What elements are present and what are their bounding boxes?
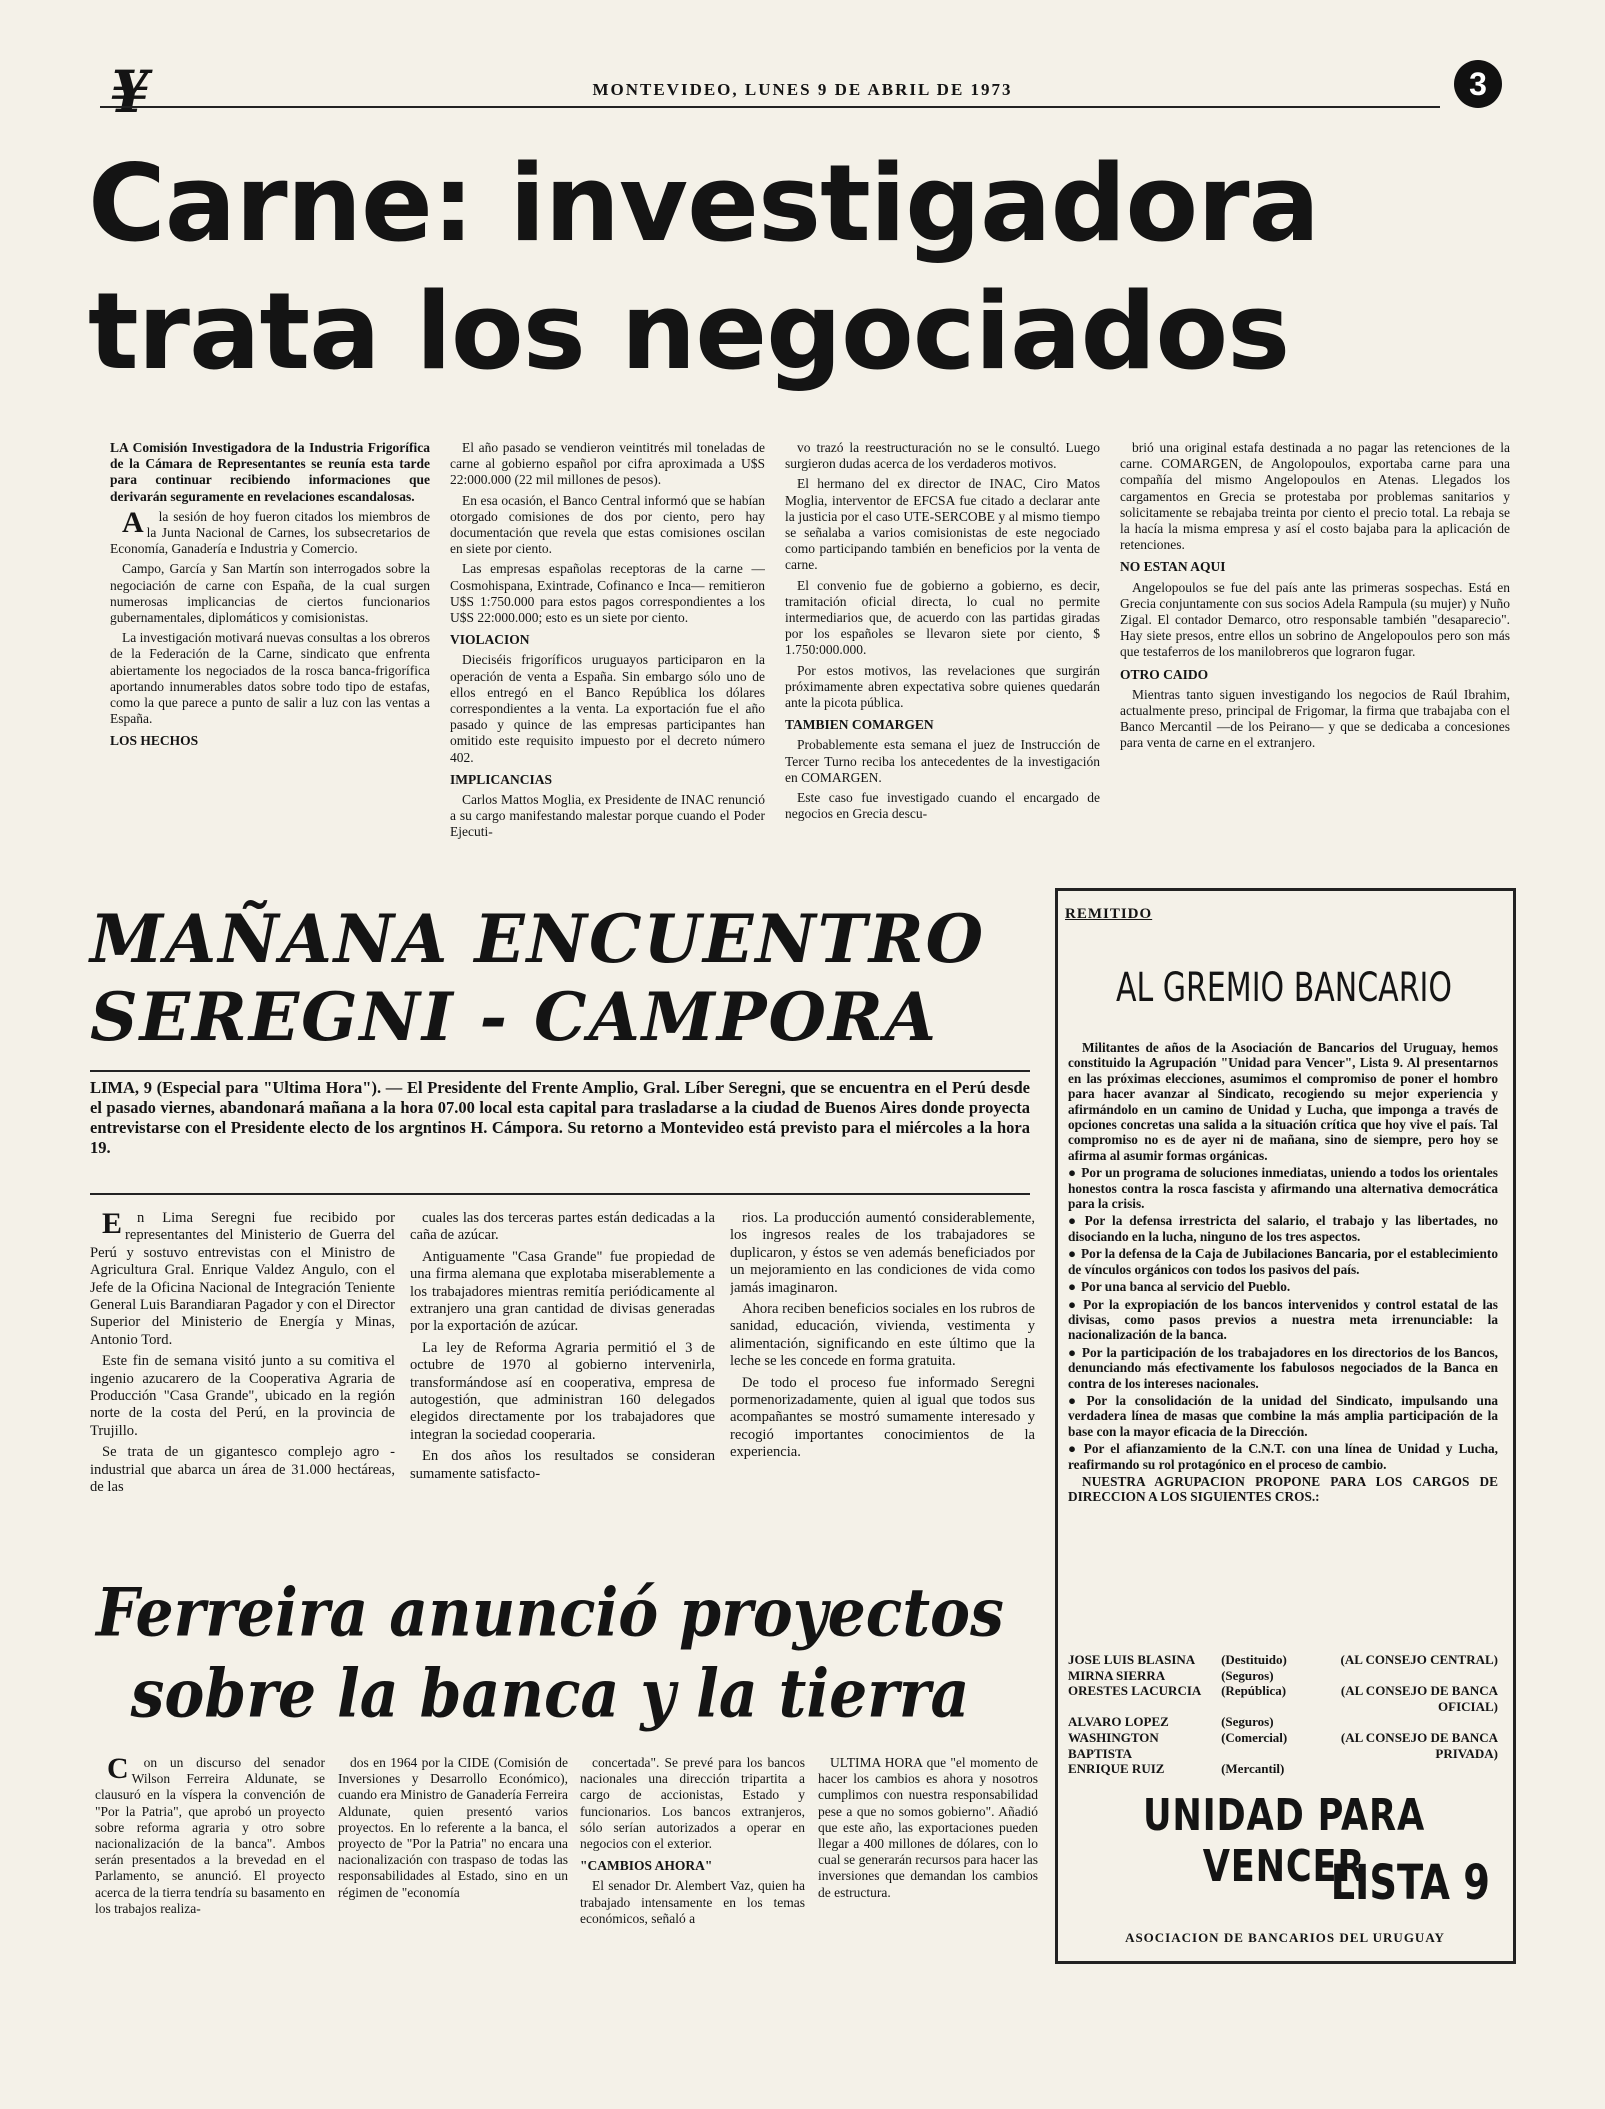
- candidate-row: [1068, 1652, 1498, 1668]
- remitido-bullet: ● Por la defensa irrestricta del salario, el trabajo y las libertades, no disociando en la lucha, ninguno de los tres aspectos.: [1068, 1213, 1498, 1244]
- seregni-lead: LIMA, 9 (Especial para "Ultima Hora"). — El Presidente del Frente Amplio, Gral. Líber Seregni, que se encuentra en el Perú desde el pasado viernes, abandonará mañana a la hora 07.00 local esta capital para trasladarse a la ciudad de Buenos Aires donde proyecta entrevistarse con el Presidente electo de los argntinos H. Cámpora. Su retorno a Montevideo está previsto para el miércoles a la hora 19.: [90, 1070, 1030, 1158]
- candidate-post: [1287, 1714, 1498, 1730]
- ferreira-paragraph: Con un discurso del senador Wilson Ferreira Aldunate, se clausuró en la víspera la convención de "Por la Patria", que aprobó un proyecto sobre reforma agraria y otro sobre nacionalización de la banca". Ambos serán presentados a la brevedad en el Parlamento, se anunció. El proyecto acerca de la tierra tendría su basamento en los trabajos realiza-: [95, 1755, 325, 1916]
- carne-paragraph: En esa ocasión, el Banco Central informó que se habían otorgado comisiones de dos por ciento, pero hay documentación que revela que estas comisiones oscilan en siete por ciento.: [450, 492, 765, 557]
- remitido-bullet: ● Por la defensa de la Caja de Jubilaciones Bancaria, por el establecimiento de vínculos orgánicos con todos los pasivos del país.: [1068, 1246, 1498, 1277]
- seregni-paragraph: cuales las dos terceras partes están dedicadas a la caña de azúcar.: [410, 1210, 715, 1244]
- candidate-post: (AL CONSEJO DE BANCA PRIVADA): [1340, 1729, 1498, 1761]
- remitido-bullet: ● Por una banca al servicio del Pueblo.: [1068, 1279, 1498, 1294]
- carne-lead: LA Comisión Investigadora de la Industria Frigorífica de la Cámara de Representantes se reunía esta tarde para continuar recibiendo informaciones que derivarán seguramente en revelaciones escandalosas.: [110, 440, 430, 504]
- seregni-paragraph: Antiguamente "Casa Grande" fue propiedad de una firma alemana que explotaba miserablemente a los trabajadores mientras remitía periódicamente al extranjero una gran cantidad de divisas generadas por la exportación de azúcar.: [410, 1248, 715, 1335]
- carne-paragraph: Dieciséis frigoríficos uruguayos participaron en la operación de venta a España. Sin embargo sólo uno de ellos entregó en el Banco República los dólares correspondientes a la venta. La exportación fue el año pasado y quince de las empresas participantes han omitido este requisito impuesto por el decreto número 402.: [450, 652, 765, 765]
- seregni-paragraph: En dos años los resultados se consideran sumamente satisfacto-: [410, 1448, 715, 1482]
- carne-paragraph: Las empresas españolas receptoras de la carne —Cosmohispana, Exintrade, Cofinanco e Inca— remitieron U$S 1:750.000 para estos pagos correspondientes a los U$S 22:000.000; esto es un siete por ciento.: [450, 561, 765, 626]
- candidate-name: JOSE LUIS BLASINA: [1068, 1652, 1196, 1667]
- remitido-bullet: ● Por un programa de soluciones inmediatas, uniendo a todos los orientales honestos contra la rosca fascista y afirmando una alternativa democrática para la crisis.: [1068, 1165, 1498, 1211]
- seregni-column-1: [90, 1210, 395, 1570]
- page-mark: ¥: [110, 58, 151, 126]
- seregni-rule: [90, 1193, 1030, 1195]
- remitido-slogan: UNIDAD PARA VENCER: [1142, 1790, 1426, 1892]
- seregni-paragraph: De todo el proceso fue informado Seregni pormenorizadamente, quien al igual que todos sus acompañantes se mostró sumamente interesado y recogió importantes conocimientos de la experiencia.: [730, 1374, 1035, 1461]
- headline-ferreira: [90, 1573, 1010, 1736]
- candidate-row: [1068, 1761, 1498, 1777]
- remitido-bullet: ● Por la participación de los trabajadores en los directorios de los Bancos, denunciando más efectivamente los fabulosos negociados de la Banca en contra de los intereses nacionales.: [1068, 1345, 1498, 1391]
- carne-subhead: VIOLACION: [450, 632, 530, 648]
- candidate-name: ENRIQUE RUIZ: [1068, 1761, 1165, 1777]
- carne-paragraph: vo trazó la reestructuración no se le consultó. Luego surgieron dudas acerca de los verdaderos motivos.: [785, 440, 1100, 472]
- candidate-name: WASHINGTON BAPTISTA: [1068, 1729, 1159, 1761]
- candidate-org: (Seguros): [1221, 1714, 1274, 1730]
- seregni-column-2: [410, 1210, 715, 1570]
- carne-subhead: IMPLICANCIAS: [450, 771, 553, 787]
- carne-column-1: [110, 440, 430, 880]
- dateline: MONTEVIDEO, LUNES 9 DE ABRIL DE 1973: [592, 80, 1013, 99]
- candidate-row: [1068, 1683, 1498, 1714]
- remitido-bullet: ● Por el afianzamiento de la C.N.T. con una línea de Unidad y Lucha, reafirmando su rol protagónico en el proceso de cambio.: [1068, 1441, 1498, 1472]
- carne-paragraph: La investigación motivará nuevas consultas a los obreros de la Federación de la Carne, sindicato que enfrenta abiertamente los negociados de la rosca banca-frigorífica aportando innumerables datos sobre todo tipo de estafas, como la que parece a punto de salir a luz con las ventas a España.: [110, 630, 430, 727]
- ferreira-subhead: "CAMBIOS AHORA": [580, 1858, 713, 1874]
- ferreira-column-4: [818, 1755, 1038, 1975]
- carne-paragraph: Este caso fue investigado cuando el encargado de negocios en Grecia descu-: [785, 790, 1100, 822]
- candidate-name: ORESTES LACURCIA: [1068, 1683, 1202, 1699]
- carne-paragraph: Probablemente esta semana el juez de Instrucción de Tercer Turno reciba los antecedentes de la investigación en COMARGEN.: [785, 737, 1100, 785]
- ferreira-paragraph: concertada". Se prevé para los bancos nacionales una dirección tripartita a cargo de accionistas, Estado y funcionarios. Los bancos extranjeros, sólo serían autorizados a operar en negocios con el exterior.: [580, 1755, 805, 1852]
- remitido-bullet: ● Por la consolidación de la unidad del Sindicato, impulsando una verdadera línea de masas que combine la más amplia participación de la base con la mayor eficacia de la Dirección.: [1068, 1393, 1498, 1439]
- carne-paragraph: brió una original estafa destinada a no pagar las retenciones de la carne. COMARGEN, de Angolopoulos, exportaba carne para una compañía del mismo Angelopoulos en Atenas. Llegados los cargamentos en Grecia se protestaba por problemas sanitarios y solicitamente se rebajaba treinta por ciento el precio total. La rebaja se la hacía la misma empresa y así el costo bajaba para la aplicación de retenciones.: [1120, 440, 1510, 553]
- carne-column-2: [450, 440, 765, 880]
- remitido-tag: REMITIDO: [1065, 906, 1153, 922]
- candidate-post: (AL CONSEJO CENTRAL): [1340, 1652, 1498, 1667]
- carne-subhead: OTRO CAIDO: [1120, 666, 1209, 682]
- candidate-name: MIRNA SIERRA: [1068, 1667, 1166, 1683]
- seregni-paragraph: rios. La producción aumentó considerablemente, los ingresos reales de los trabajadores se duplicaron, y éstos se ven además beneficiados por un mejoramiento en las condiciones de vida como jamás imaginaron.: [730, 1210, 1035, 1296]
- carne-column-4: [1120, 440, 1510, 880]
- headline-seregni: [90, 900, 1050, 1056]
- remitido-lista: LISTA 9: [1330, 1855, 1490, 1911]
- ferreira-column-2: [338, 1755, 568, 1975]
- carne-subhead: TAMBIEN COMARGEN: [785, 717, 934, 733]
- remitido-proposal: NUESTRA AGRUPACION PROPONE PARA LOS CARGOS DE DIRECCION A LOS SIGUIENTES CROS.:: [1068, 1473, 1498, 1505]
- remitido-bullet: ● Por la expropiación de los bancos intervenidos y control estatal de las divisas, como pasos previos a nuestra meta irrenunciable: la nacionalización de la banca.: [1068, 1297, 1498, 1343]
- candidate-org: (Mercantil): [1221, 1761, 1285, 1777]
- ferreira-column-3: [580, 1755, 805, 1975]
- seregni-column-3: [730, 1210, 1035, 1570]
- carne-paragraph: El convenio fue de gobierno a gobierno, es decir, tramitación oficial directa, lo cual no permite intermediarios que, de acuerdo con las partidas giradas por los españoles se llevaron siete por ciento, $ 1.750:000.000.: [785, 577, 1100, 658]
- headline-seregni-line2: SEREGNI - CAMPORA: [90, 978, 939, 1056]
- candidate-name: ALVARO LOPEZ: [1068, 1714, 1169, 1730]
- carne-paragraph: Por estos motivos, las revelaciones que surgirán próximamente abren expectativa sobre quienes quedarán ante la picota pública.: [785, 662, 1100, 711]
- remitido-association: ASOCIACION DE BANCARIOS DEL URUGUAY: [1125, 1930, 1445, 1945]
- headline-main-line1: Carne: investigadora: [88, 142, 1320, 265]
- carne-paragraph: Ala sesión de hoy fueron citados los miembros de la Junta Nacional de Carnes, los subsecretarios de Economía, Ganadería e Industria y Comercio.: [110, 505, 430, 557]
- headline-ferreira-line2: sobre la banca y la tierra: [130, 1656, 970, 1734]
- carne-paragraph: El año pasado se vendieron veintitrés mil toneladas de carne al gobierno español por cifra aproximada a U$S 22:000.000 (22 mil millones de pesos).: [450, 440, 765, 488]
- carne-paragraph: El hermano del ex director de INAC, Ciro Matos Moglia, interventor de EFCSA fue citado a declarar ante la justicia por el caso UTE-SERCOBE y al mismo tiempo se señalaba a varios comisionistas de este negociado como participando también en beneficios por la venta de carne.: [785, 476, 1100, 573]
- remitido-title: AL GREMIO BANCARIO: [1115, 965, 1453, 1011]
- candidate-post: (AL CONSEJO DE BANCA OFICIAL): [1340, 1683, 1498, 1714]
- seregni-paragraph: Ahora reciben beneficios sociales en los rubros de sanidad, educación, vivienda, vestimenta y alimentación, significando en este último que la leche se les concede en forma gratuita.: [730, 1301, 1035, 1370]
- candidate-org: (Seguros): [1221, 1667, 1274, 1683]
- ferreira-paragraph: El senador Dr. Alembert Vaz, quien ha trabajado intensamente en los temas económicos, señaló a: [580, 1878, 805, 1926]
- candidate-org: (Comercial): [1221, 1729, 1288, 1745]
- candidate-org: (Destituido): [1221, 1652, 1287, 1667]
- carne-paragraph: Mientras tanto siguen investigando los negocios de Raúl Ibrahim, actualmente preso, principal de Frigomar, la firma que trabajaba con el Banco Mercantil —de los Peirano— y que se dedicaba a concesiones para venta de carne en el extranjero.: [1120, 686, 1510, 751]
- headline-seregni-line1: MAÑANA ENCUENTRO: [90, 900, 986, 978]
- header-rule: [100, 106, 1440, 108]
- candidate-list: [1068, 1652, 1498, 1777]
- headline-ferreira-line1: Ferreira anunció proyectos: [96, 1574, 1004, 1652]
- candidate-post: [1287, 1668, 1498, 1684]
- carne-paragraph: Carlos Mattos Moglia, ex Presidente de INAC renunció a su cargo manifestando malestar porque cuando el Poder Ejecuti-: [450, 792, 765, 840]
- ferreira-paragraph: ULTIMA HORA que "el momento de hacer los cambios es ahora y nosotros cumplimos con nuestra responsabilidad pese a que no somos gobierno". Añadió que este año, las exportaciones pueden llegar a 400 millones de dólares, con lo cual se generarán recursos para hacer las inversiones que demandan los cambios de estructura.: [818, 1755, 1038, 1900]
- carne-subhead: LOS HECHOS: [110, 733, 199, 749]
- headline-main: [88, 140, 1528, 396]
- ferreira-paragraph: dos en 1964 por la CIDE (Comisión de Inversiones y Desarrollo Económico), cuando era Ministro de Ganadería Ferreira Aldunate, quien presentó varios proyectos. En lo referente a la banca, el proyecto de "Por la Patria" no encara una nacionalización con traspaso de todas las responsabilidades al Estado, sino en un régimen de "economía: [338, 1755, 568, 1900]
- page-number: 3: [1454, 60, 1502, 108]
- candidate-post: [1287, 1761, 1498, 1777]
- carne-paragraph: Campo, García y San Martín son interrogados sobre la negociación de carne con España, de la cual surgen numerosas implicancias de ciertos funcionarios gubernamentales, diplomáticos y comisionistas.: [110, 561, 430, 626]
- remitido-body: [1068, 1040, 1498, 1507]
- seregni-paragraph: La ley de Reforma Agraria permitió el 3 de octubre de 1970 al gobierno intervenirla, transformándose así en cooperativa, empresa de autogestión, que administran 160 delegados elegidos directamente por los trabajadores que integran la sociedad cooperaria.: [410, 1339, 715, 1443]
- candidate-row: [1068, 1730, 1498, 1761]
- ferreira-column-1: [95, 1755, 325, 1975]
- candidate-row: [1068, 1714, 1498, 1730]
- candidate-row: [1068, 1668, 1498, 1684]
- headline-main-line2: trata los negociados: [88, 270, 1290, 393]
- seregni-paragraph: En Lima Seregni fue recibido por representantes del Ministerio de Guerra del Perú y sostuvo entrevistas con el Ministro de Agricultura Gral. Enrique Valdez Angulo, con el Jefe de la Oficina Nacional de Integración Teniente General Luis Barandiaran Pagador y con el Director Superior del Ministerio de Energía y Minas, Antonio Tord.: [90, 1210, 395, 1348]
- remitido-intro: Militantes de años de la Asociación de Bancarios del Uruguay, hemos constituido la Agrupación "Unidad para Vencer", Lista 9. Al presentarnos en las próximas elecciones, asumimos el compromiso de poner el hombro para hacer avanzar al Sindicato, recogiendo su mejor experiencia y afirmándolo en un camino de Unidad y Lucha, que imponga a través de opciones concretas una salida a la situación crítica que hoy vive el país. Tal compromiso no es de ayer ni de mañana, sino de siempre, pero hoy se afirma al asumir formas orgánicas.: [1068, 1040, 1498, 1163]
- seregni-paragraph: Este fin de semana visitó junto a su comitiva el ingenio azucarero de la Cooperativa Agraria de Producción "Casa Grande", ubicado en la región norte de la costa del Perú, en la provincia de Trujillo.: [90, 1353, 395, 1439]
- carne-column-3: [785, 440, 1100, 880]
- carne-paragraph: Angelopoulos se fue del país ante las primeras sospechas. Está en Grecia conjuntamente con sus socios Adela Rampula (su mujer) y Nuño Zigal. El contador Demarco, otro responsable también "desaparecio". Hay siete presos, entre ellos un sobrino de Angelopoulos pero son más que testaferros de los manilobreros que lograron fugar.: [1120, 579, 1510, 660]
- seregni-paragraph: Se trata de un gigantesco complejo agro - industrial que abarca un área de 31.000 hectáreas, de las: [90, 1444, 395, 1496]
- candidate-org: (República): [1221, 1683, 1287, 1699]
- carne-subhead: NO ESTAN AQUI: [1120, 559, 1226, 575]
